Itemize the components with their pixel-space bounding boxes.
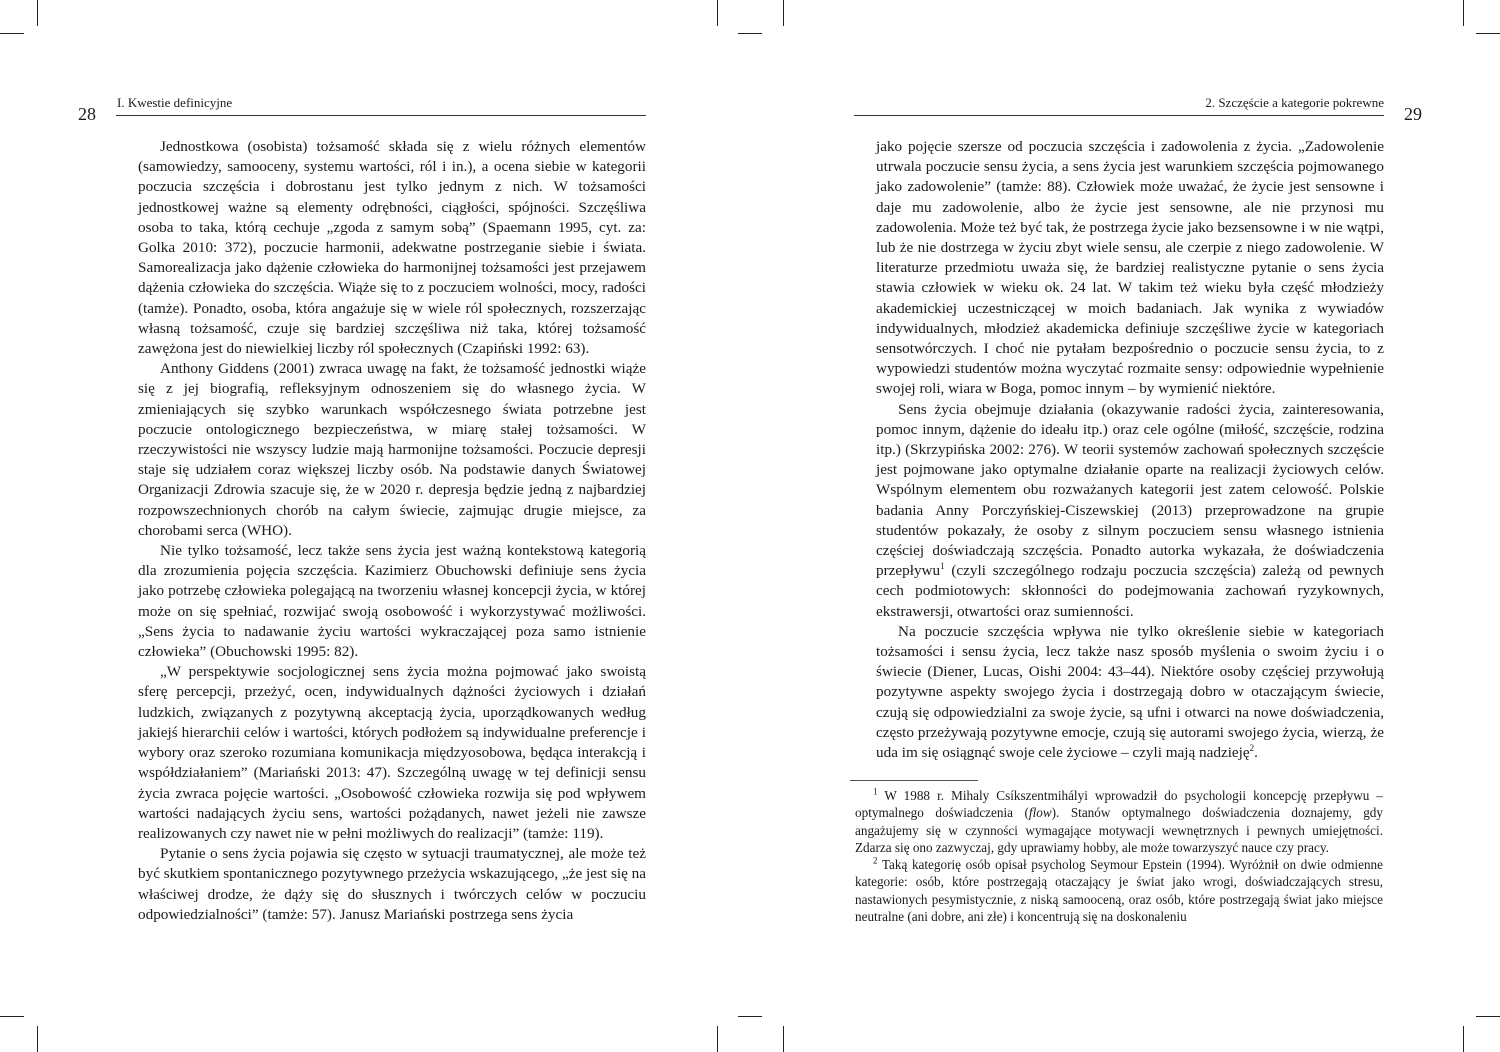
footnote-rule [850, 780, 978, 781]
footnote-text: Taką kategorię osób opisał psycholog Seymour Epstein (1994). Wyróżnił on dwie odmienne kategorie: osób, które postrzegają otaczający je świat jako wrogi, doświadczających stresu, nastawionych pesymistycznie, z niską samooceną, oraz osób, które postrzegają świat jako miejsce neutralne (ani dobre, ani złe) i koncentrują się na doskonaleniu [855, 857, 1384, 925]
footnote-term: flow [1028, 805, 1052, 821]
footnote-ref[interactable]: 2 [1249, 743, 1255, 754]
paragraph [876, 622, 1384, 763]
footnote-mark: 1 [873, 786, 878, 797]
footnote-text: ). Stanów optymalnego doświadczenia doznajemy, gdy angażujemy się w czynności wymagające motywacji wewnętrznych i pewnych umiejętności. Zdarza się ono zazwyczaj, gdy uprawiamy hobby, ale może towarzyszyć nauce czy pracy. [855, 805, 1383, 855]
running-head: 2. Szczęście a kategorie pokrewne [1205, 95, 1384, 110]
header-rule [116, 115, 646, 116]
paragraph [876, 400, 1384, 622]
page-number: 29 [1404, 104, 1422, 124]
paragraph: Pytanie o sens życia pojawia się często w sytuacji traumatycznej, ale może też być skutkiem spontanicznego pozytywnego przeżycia wskazującego, „że jest się na właściwej drodze, że dąży się do słusznych i twórczych celów w poczuciu odpowiedzialności” (tamże: 57). Janusz Mariański postrzega sens życia [138, 845, 646, 923]
paragraph-text: (czyli szczególnego rodzaju poczucia szczęścia) zależą od pewnych cech podmiotowych: skłonności do podejmowania zachowań ryzykownych, ekstrawersji, otwartości oraz sumienności. [876, 562, 1384, 620]
paragraph: Nie tylko tożsamość, lecz także sens życia jest ważną kontekstową kategorią dla zrozumienia pojęcia szczęścia. Kazimierz Obuchowski definiuje sens życia jako potrzebę człowieka polegającą na tworzeniu własnej koncepcji życia, w której może on się spełniać, rozwijać swoją osobowość i wykorzystywać możliwości. „Sens życia to nadawanie życiu wartości wykraczającej poza samo istnienie człowieka” (Obuchowski 1995: 82). [138, 542, 646, 661]
paragraph: Anthony Giddens (2001) zwraca uwagę na fakt, że tożsamość jednostki wiąże się z jej biografią, refleksyjnym odnoszeniem się do własnego życia. W zmieniających się szybko warunkach współczesnego świata potrzebne jest poczucie ontologicznego bezpieczeństwa, w miarę stałej tożsamości. W rzeczywistości nie wszyscy ludzie mają harmonijne tożsamości. Poczucie depresji staje się udziałem coraz większej liczby osób. Na podstawie danych Światowej Organizacji Zdrowia szacuje się, że w 2020 r. depresja będzie jedną z najbardziej rozpowszechnionych chorób na całym świecie, zajmując drugie miejsce, za chorobami serca (WHO). [138, 360, 646, 539]
paragraph-text: Na poczucie szczęścia wpływa nie tylko określenie siebie w kategoriach tożsamości i sensu życia, lecz także nasz sposób myślenia o swoim życiu i o świecie (Diener, Lucas, Oishi 2004: 43–44). Niektóre osoby częściej przywołują pozytywne aspekty swojego życia i dostrzegają dobro w otaczającym świecie, czują się odpowiedzialni za swoje życie, są ufni i otwarci na nowe doświadczenia, często przeżywają pozytywne emocje, czują się autorami swojego życia, wierzą, że uda im się osiągnąć swoje cele życiowe – czyli mają nadzieję [876, 622, 1384, 762]
paragraph-text: . [1254, 744, 1258, 762]
running-head: I. Kwestie definicyjne [117, 95, 233, 110]
paragraph: jako pojęcie szersze od poczucia szczęścia i zadowolenia z życia. „Zadowolenie utrwala poczucie sensu życia, a sens życia jest warunkiem szczęścia pojmowanego jako zadowolenie” (tamże: 88). Człowiek może uważać, że życie jest sensowne i daje mu zadowolenie, albo że życie jest sensowne, ale nie przynosi mu zadowolenia. Może też być tak, że postrzega życie jako bezsensowne i w nie wątpi, lub że nie dostrzega w życiu zbyt wiele sensu, ale czerpie z niego zadowolenie. W literaturze przedmiotu uważa się, że bardziej realistyczne pytanie o sens życia stawia człowiek w wieku ok. 24 lat. W takim też wieku była część młodzieży akademickiej uczestniczącej w moich badaniach. Jak wynika z wywiadów indywidualnych, młodzież akademicka definiuje szczęśliwe życie w kategoriach sensotwórczych. I choć nie pytałam bezpośrednio o poczucie sensu życia, to z wypowiedzi studentów można wyczytać rozmaite sensy: odpowiednie wypełnienie swojej roli, wiara w Boga, pomoc innym – by wymienić niektóre. [876, 138, 1384, 398]
footnote-mark: 2 [873, 855, 878, 866]
footnote-ref[interactable]: 1 [940, 561, 945, 572]
body-text [876, 137, 1384, 763]
paragraph: Jednostkowa (osobista) tożsamość składa się z wielu różnych elementów (samowiedzy, samooceny, systemu wartości, ról i in.), a ocena siebie w kategorii poczucia szczęścia i dobrostanu jest tylko jednym z nich. W tożsamości jednostkowej ważne są elementy odrębności, ciągłości, spójności. Szczęśliwa osoba to taka, którą cechuje „zgoda z samym sobą” (Spaemann 1995, cyt. za: Golka 2010: 372), poczucie harmonii, adekwatne postrzeganie siebie i świata. Samorealizacja jako dążenie człowieka do harmonijnej tożsamości jest przejawem dążenia człowieka do szczęścia. Wiąże się to z poczuciem wolności, mocy, radości (tamże). Ponadto, osoba, która angażuje się w wiele ról społecznych, rozszerzając własną tożsamość, czuje się bardziej szczęśliwa niż taka, której tożsamość zawężona jest do niewielkiej liczby ról społecznych (Czapiński 1992: 63). [138, 138, 646, 358]
footnote-text: W 1988 r. Mihaly Csíkszentmihályi wprowadził do psychologii koncepcję przepływu – optymalnego doświadczenia ( [855, 788, 1383, 821]
body-text [138, 137, 646, 925]
footnotes [855, 787, 1383, 925]
header-rule [854, 115, 1384, 116]
page-number: 28 [78, 104, 96, 124]
paragraph-text: Sens życia obejmuje działania (okazywanie radości życia, zainteresowania, pomoc innym, dążenie do ideału itp.) oraz cele ogólne (miłość, szczęście, rodzina itp.) (Skrzypińska 2002: 276). W teorii systemów zachowań społecznych szczęście jest pojmowane jako optymalne działanie oparte na realizacji życiowych celów. Wspólnym elementem obu rozważanych kategorii jest zatem celowość. Polskie badania Anny Porczyńskiej-Ciszewskiej (2013) przeprowadzone na grupie studentów pokazały, że osoby z silnym poczuciem sensu własnego istnienia częściej doświadczają szczęścia. Ponadto autorka wykazała, że doświadczenia przepływu [876, 400, 1384, 580]
paragraph: „W perspektywie socjologicznej sens życia można pojmować jako swoistą sferę percepcji, przeżyć, ocen, indywidualnych dążności życiowych i działań ludzkich, związanych z pozytywną akceptacją życia, uporządkowanych według jakiejś hierarchii celów i wartości, których podłożem są indywidualne preferencje i wybory oraz szeroko rozumiana komunikacja międzyosobowa, będąca interakcją i współdziałaniem” (Mariański 2013: 47). Szczególną uwagę w tej definicji sensu życia zwraca pojęcie wartości. „Osobowość człowieka rozwija się pod wpływem wartości nadających życiu sens, wartości pożądanych, nawet jeżeli nie zawsze realizowanych czy nawet nie w pełni możliwych do realizacji” (tamże: 119). [138, 663, 646, 842]
footnote [855, 787, 1383, 856]
footnote [855, 856, 1383, 925]
